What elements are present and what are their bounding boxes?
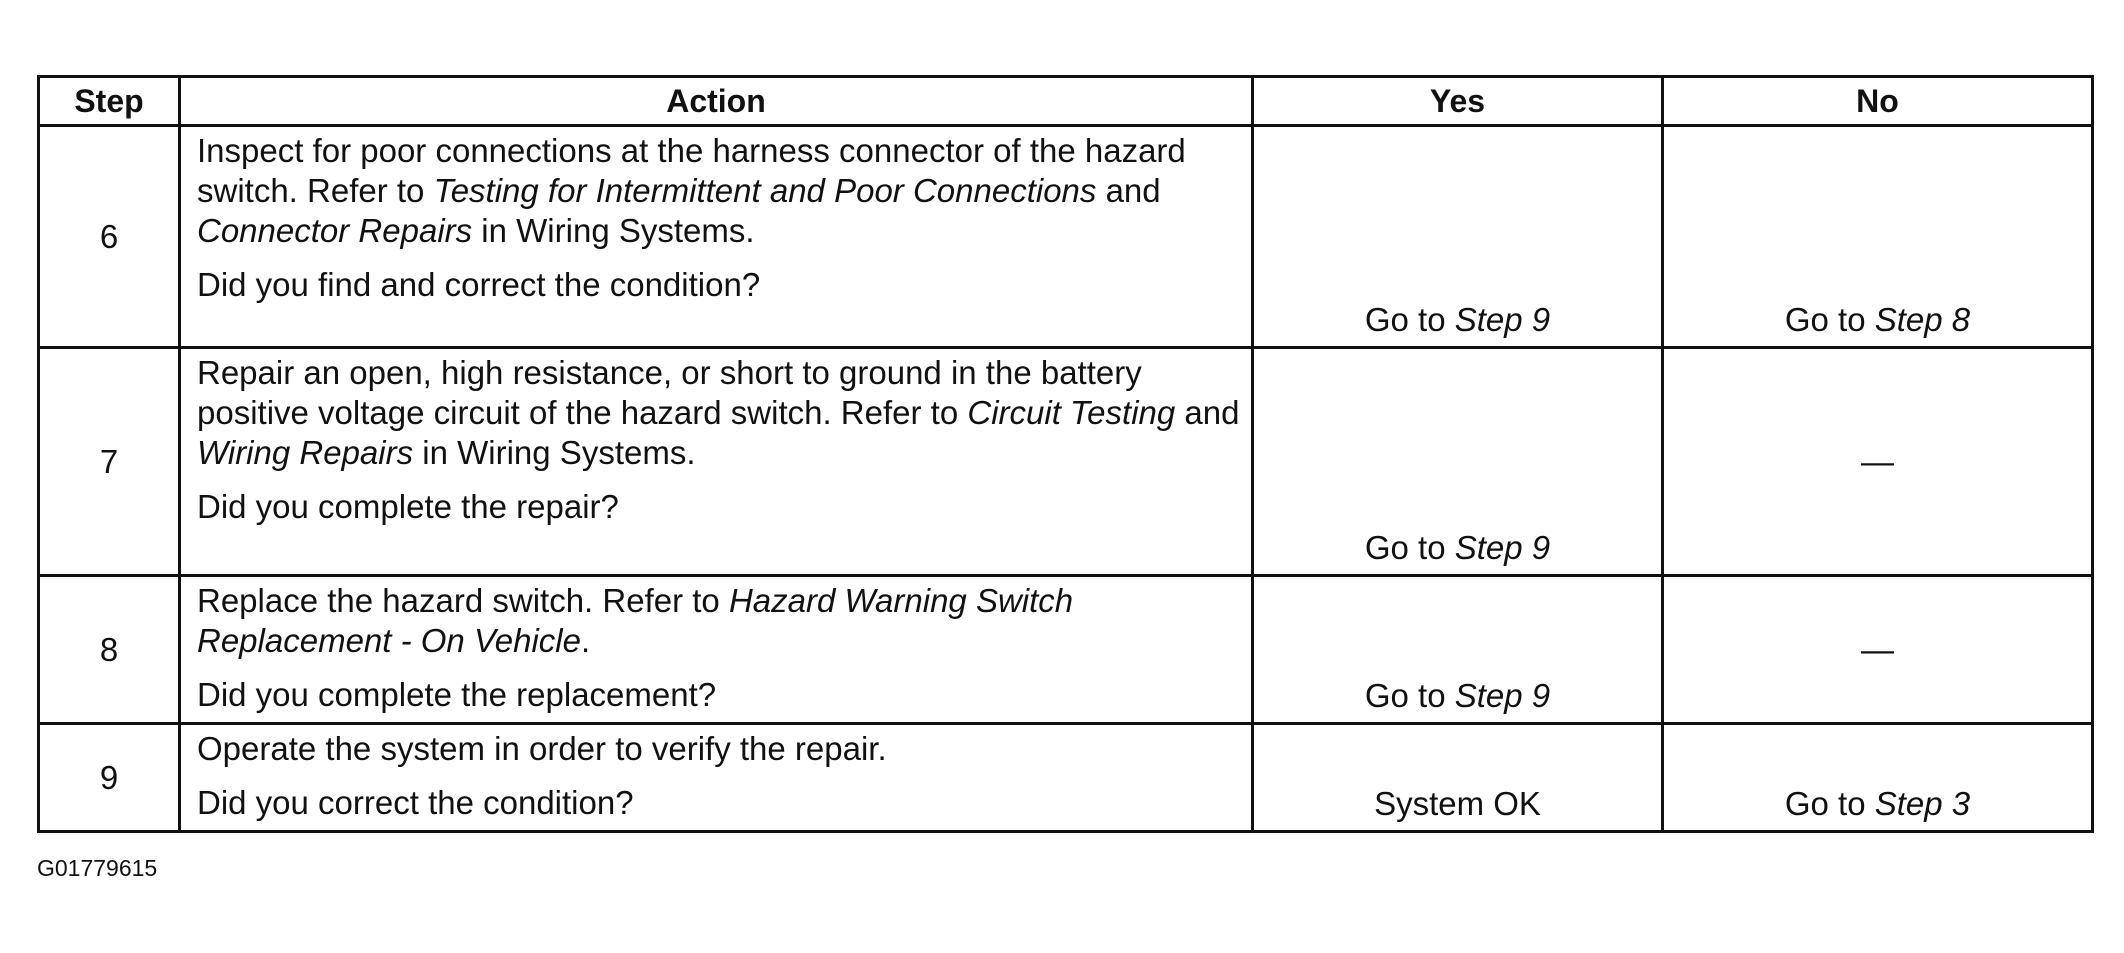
yes-result-text: Go to [1364,677,1455,714]
action-text-segment: in Wiring Systems. [472,212,755,249]
no-cell [1663,576,2093,724]
no-cell [1663,348,2093,576]
action-question: Did you complete the repair? [197,488,619,525]
yes-cell [1253,126,1663,348]
action-cell [180,126,1253,348]
document-reference: Wiring Repairs [197,434,414,471]
action-question: Did you find and correct the condition? [197,266,761,303]
no-result-text: Go to [1784,301,1875,338]
yes-cell [1253,348,1663,576]
yes-result-text: Go to [1364,529,1455,566]
table-row [39,576,2093,724]
action-cell [180,576,1253,724]
step-number: 8 [39,576,180,724]
action-text [197,729,1239,769]
yes-cell [1253,724,1663,832]
action-text-segment: and [1175,394,1240,431]
yes-result [1254,784,1661,824]
action-cell [180,724,1253,832]
no-result-dash: — [1861,442,1894,480]
yes-cell [1253,576,1663,724]
no-result-text: Go to [1784,785,1875,822]
step-number: 7 [39,348,180,576]
step-reference: Step 9 [1454,677,1551,714]
action-cell [180,348,1253,576]
yes-result-text: Go to [1364,301,1455,338]
step-number: 6 [39,126,180,348]
table-row [39,724,2093,832]
action-text-segment: Repair an open, high resistance, or short to ground in the battery positive voltage circuit of the hazard switch. Refer to [197,354,1142,431]
step-reference: Step 3 [1874,785,1971,822]
action-text [197,581,1197,661]
yes-result [1254,300,1661,340]
header-step: Step [39,77,180,126]
table-row [39,348,2093,576]
no-cell [1663,724,2093,832]
no-result [1664,300,2091,340]
action-text-segment: and [1096,172,1161,209]
table-header-row [39,77,2093,126]
yes-result-text: System OK [1374,785,1541,822]
step-reference: Step 9 [1454,529,1551,566]
document-reference: Testing for Intermittent and Poor Connections [433,172,1097,209]
action-text-segment: Operate the system in order to verify the repair. [197,730,887,767]
no-result-dash: — [1861,630,1894,668]
yes-result [1254,528,1661,568]
action-text-segment: Inspect for poor connections at the harness connector of the hazard switch. Refer to [197,132,1186,209]
no-cell [1663,126,2093,348]
document-reference: Hazard Warning Switch Replacement - On Vehicle [197,582,1074,659]
action-text [197,353,1247,473]
action-text-segment: in Wiring Systems. [413,434,696,471]
action-question: Did you correct the condition? [197,784,634,821]
figure-id: G01779615 [37,855,158,881]
table-row [39,126,2093,348]
document-reference: Circuit Testing [967,394,1176,431]
document-reference: Connector Repairs [197,212,473,249]
step-reference: Step 9 [1454,301,1551,338]
header-action: Action [180,77,1253,126]
diagnostic-table [37,75,2094,833]
header-yes: Yes [1253,77,1663,126]
yes-result [1254,676,1661,716]
action-text [197,131,1187,251]
step-reference: Step 8 [1874,301,1971,338]
action-text-segment: Replace the hazard switch. Refer to [197,582,729,619]
action-question: Did you complete the replacement? [197,676,717,713]
step-number: 9 [39,724,180,832]
action-text-segment: . [580,622,591,659]
header-no: No [1663,77,2093,126]
no-result [1664,784,2091,824]
